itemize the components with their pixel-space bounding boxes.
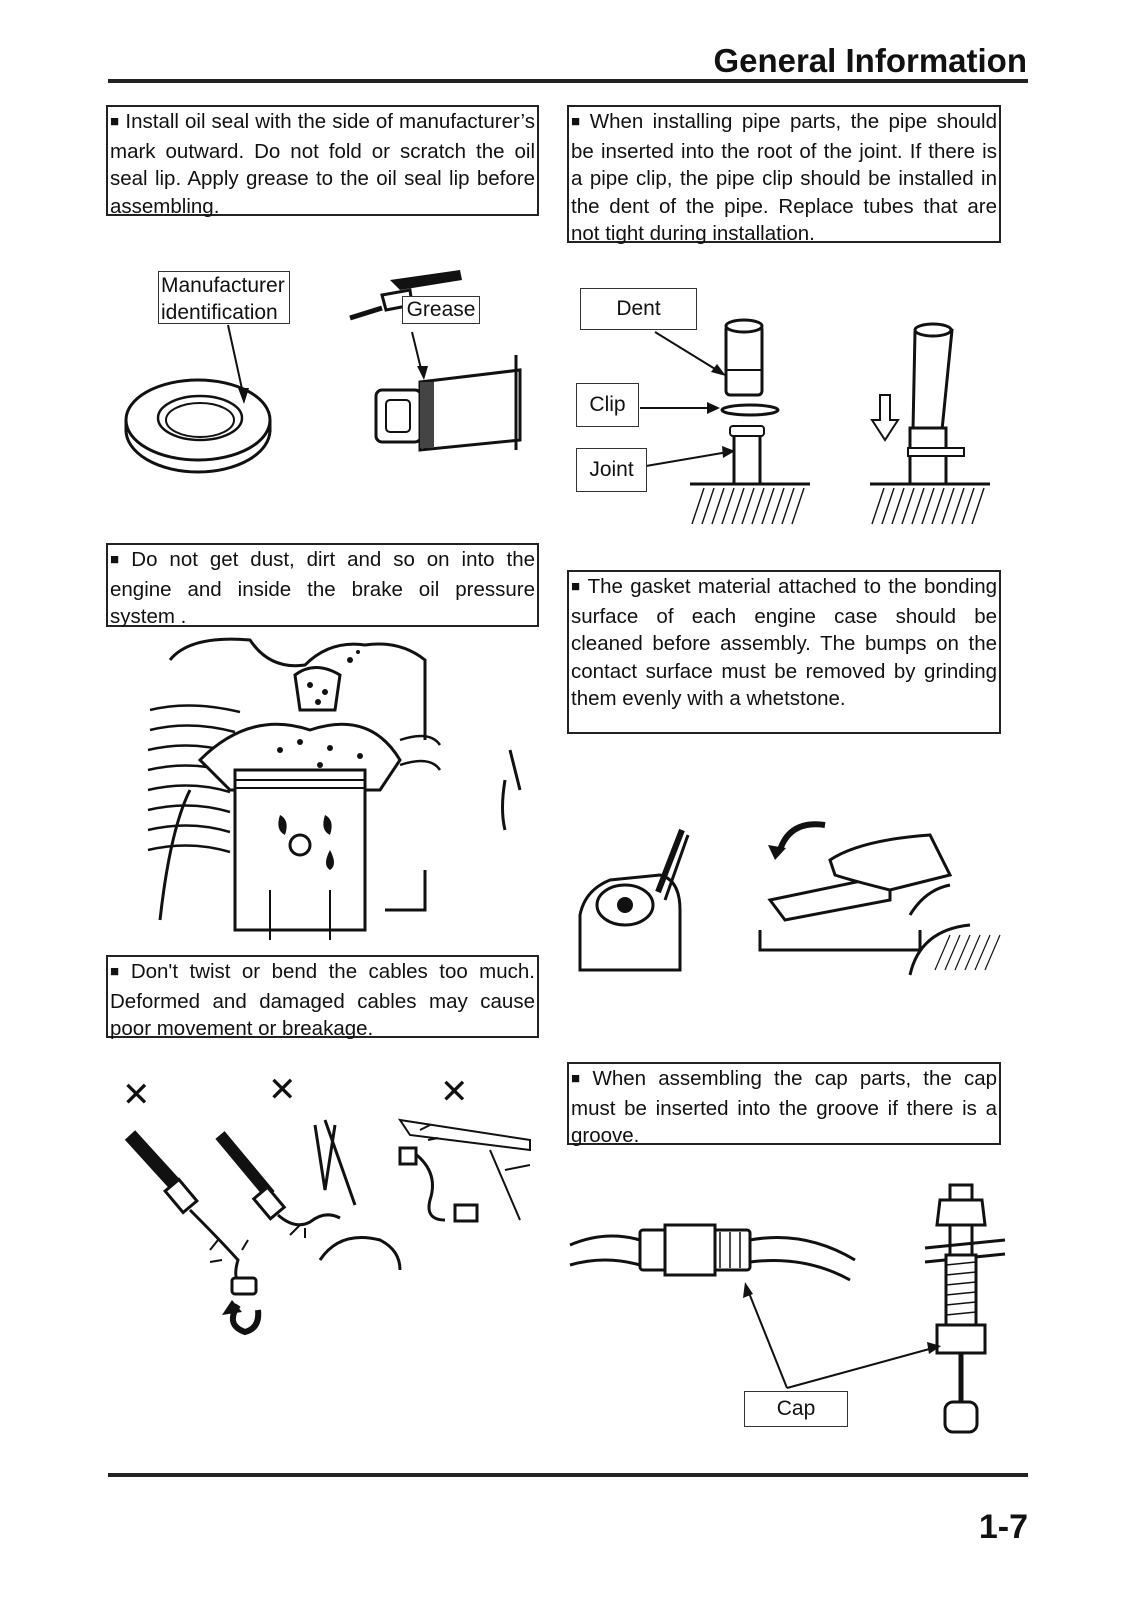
bullet-icon: ■ [571,578,582,595]
note-dust [106,543,539,627]
note-oil-seal [106,105,539,216]
cable-handling-illustration [110,1110,540,1340]
note-pipe [567,105,1001,243]
note-dust-text: Do not get dust, dirt and so on into the engine and inside the brake oil pressure system . [110,548,535,628]
wrong-mark-icon: ✕ [440,1073,469,1111]
note-pipe-text: When installing pipe parts, the pipe should be inserted into the root of the joint. If there is a pipe clip, the pipe clip should be installed in the dent of the pipe. Replace tubes that are not tight during installation. [571,110,998,245]
note-cap [567,1062,1001,1145]
label-clip: Clip [576,383,639,427]
bullet-icon: ■ [110,113,120,130]
label-grease: Grease [402,296,480,324]
note-cables [106,955,539,1038]
label-manufacturer-line1: Manufacturer [161,274,285,297]
note-oil-seal-text: Install oil seal with the side of manufacturer’s mark outward. Do not fold or scratch the oil seal lip. Apply grease to the oil seal lip before assembling. [110,110,535,218]
label-dent: Dent [580,288,697,330]
page-title: General Information [713,42,1027,79]
note-cables-text: Don't twist or bend the cables too much. Deformed and damaged cables may cause poor movement or breakage. [110,960,536,1040]
bullet-icon: ■ [110,551,126,568]
label-joint: Joint [576,448,647,492]
wrong-mark-icon: ✕ [122,1076,151,1114]
bullet-icon: ■ [110,963,125,980]
header-rule [108,79,1028,83]
label-manufacturer-line2: identification [161,301,278,324]
gasket-grinding-illustration [570,820,1002,990]
note-cap-text: When assembling the cap parts, the cap must be inserted into the groove if there is a groove. [571,1067,997,1147]
wrong-mark-icon: ✕ [268,1071,297,1109]
bullet-icon: ■ [571,1070,587,1087]
label-manufacturer-identification [158,271,290,324]
note-gasket [567,570,1001,734]
label-cap: Cap [744,1391,848,1427]
engine-piston-illustration [130,630,530,950]
note-gasket-text: The gasket material attached to the bonding surface of each engine case should be cleaned before assembly. The bumps on the contact surface must be removed by grinding them evenly with a whetstone. [571,575,997,710]
page-number: 1-7 [978,1508,1028,1546]
bullet-icon: ■ [571,113,584,130]
footer-rule [108,1473,1028,1477]
